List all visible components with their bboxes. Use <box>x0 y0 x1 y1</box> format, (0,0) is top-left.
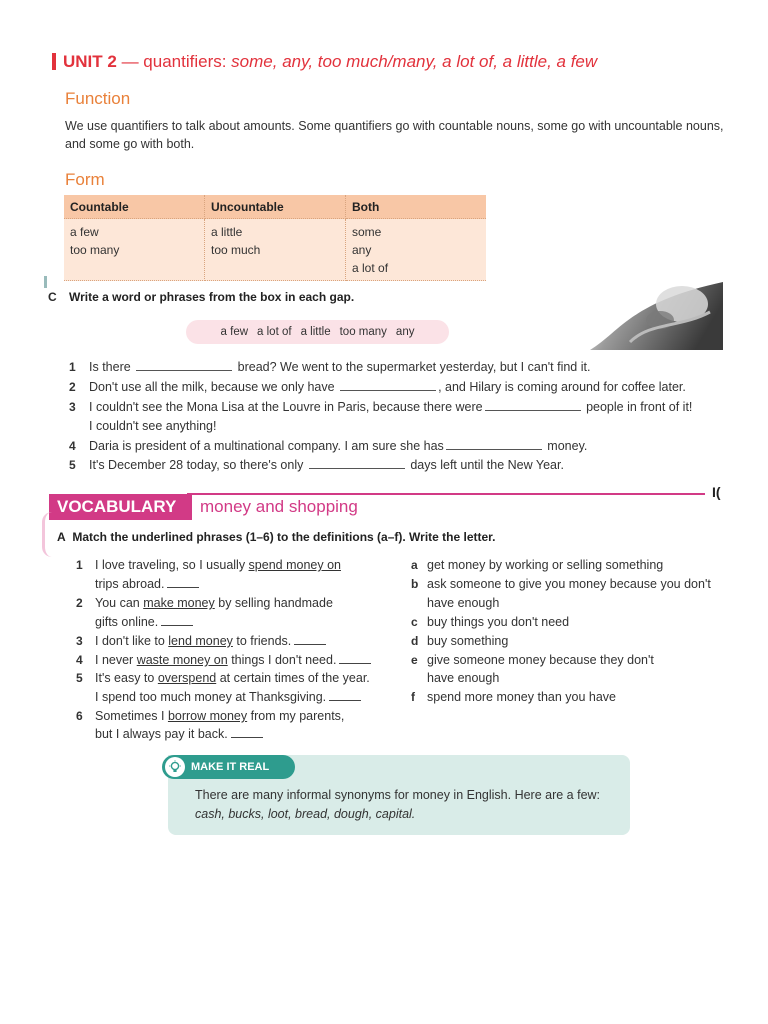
phrase-line <box>95 651 371 669</box>
form-header-row <box>64 195 486 219</box>
form-word: a lot of <box>352 261 389 275</box>
underlined-phrase: overspend <box>157 671 217 685</box>
answer-blank[interactable] <box>294 635 326 645</box>
phrase-text: It's easy to <box>95 671 158 685</box>
definition-text: give someone money because they don't <box>427 653 654 667</box>
underlined-phrase: spend money on <box>248 558 341 572</box>
phrase-text: I love traveling, so I usually <box>95 558 249 572</box>
sentence-part: Daria is president of a multinational company. I am sure she has <box>89 439 444 453</box>
underlined-phrase: waste money on <box>136 653 228 667</box>
form-word: too much <box>211 243 261 257</box>
section-edge-mark <box>44 276 47 288</box>
form-word: any <box>352 243 372 257</box>
definition-letter: a <box>411 558 418 572</box>
item-number: 1 <box>76 558 83 572</box>
answer-blank[interactable] <box>161 616 193 626</box>
cut-logo: I( <box>712 484 721 500</box>
vocabulary-subtitle: money and shopping <box>200 497 358 516</box>
sentence-part: , and Hilary is coming around for coffee later. <box>438 380 686 394</box>
form-word: some <box>352 225 382 239</box>
make-it-real-synonyms: cash, bucks, loot, bread, dough, capital. <box>195 807 416 821</box>
gap-sentence <box>89 398 692 416</box>
phrase-line <box>95 725 263 743</box>
decorative-photo <box>590 282 723 350</box>
gap-sentence <box>89 456 564 474</box>
definition-text: buy something <box>427 634 509 648</box>
both-cell <box>346 219 487 281</box>
definition-text: have enough <box>427 596 500 610</box>
definition-text: buy things you don't need <box>427 615 570 629</box>
unit-marker <box>52 53 56 70</box>
underlined-phrase: make money <box>143 596 215 610</box>
form-table <box>64 195 486 281</box>
item-number: 1 <box>69 360 76 374</box>
box-word: a few <box>220 326 249 338</box>
definition-text: have enough <box>427 671 500 685</box>
make-it-real-text <box>195 786 600 824</box>
vocabulary-rule <box>187 493 705 495</box>
item-number: 2 <box>76 596 83 610</box>
answer-gap[interactable] <box>340 380 436 391</box>
phrase-line <box>95 632 326 650</box>
function-heading: Function <box>65 89 131 108</box>
box-word: a lot of <box>257 326 292 338</box>
phrase-line <box>95 613 193 631</box>
item-number: 3 <box>76 634 83 648</box>
box-word: any <box>395 326 415 338</box>
gap-sentence <box>89 358 590 376</box>
exercise-a-text: Match the underlined phrases (1–6) to the definitions (a–f). Write the letter. <box>72 530 496 544</box>
exercise-c-letter: C <box>48 290 57 304</box>
form-body-row <box>64 219 486 281</box>
item-number: 4 <box>76 653 83 667</box>
form-word: too many <box>70 243 120 257</box>
underlined-phrase: borrow money <box>167 709 248 723</box>
definition-letter: e <box>411 653 418 667</box>
item-number: 3 <box>69 400 76 414</box>
gap-sentence <box>89 437 587 455</box>
unit-topic: some, any, too much/many, a lot of, a little, a few <box>231 52 598 71</box>
col-both-header: Both <box>346 195 487 219</box>
phrase-text: I spend too much money at Thanksgiving. <box>95 690 327 704</box>
sentence-part: It's December 28 today, so there's only <box>89 458 304 472</box>
make-it-real-line: There are many informal synonyms for money in English. Here are a few: <box>195 788 601 802</box>
exercise-a-letter: A <box>57 530 66 544</box>
uncountable-cell <box>205 219 346 281</box>
sentence-part: Don't use all the milk, because we only have <box>89 380 335 394</box>
answer-gap[interactable] <box>136 360 232 371</box>
phrase-text: but I always pay it back. <box>95 727 228 741</box>
item-number: 2 <box>69 380 76 394</box>
answer-blank[interactable] <box>339 654 371 664</box>
sentence-part: money. <box>547 439 588 453</box>
item-number: 4 <box>69 439 76 453</box>
item-number: 5 <box>76 671 83 685</box>
answer-blank[interactable] <box>329 691 361 701</box>
form-heading: Form <box>65 170 105 189</box>
definition-letter: f <box>411 690 415 704</box>
phrase-text: You can <box>95 596 144 610</box>
box-word: a little <box>300 326 331 338</box>
definition-letter: d <box>411 634 419 648</box>
phrase-text: Sometimes I <box>95 709 168 723</box>
phrase-line <box>95 575 199 593</box>
phrase-text: trips abroad. <box>95 577 165 591</box>
gap-sentence <box>89 378 686 396</box>
definition-letter: b <box>411 577 419 591</box>
unit-dash: — quantifiers: <box>116 52 232 71</box>
phrase-line <box>95 594 333 612</box>
phrase-text: at certain times of the year. <box>216 671 370 685</box>
underlined-phrase: lend money <box>168 634 233 648</box>
sentence-part: Is there <box>89 360 131 374</box>
answer-blank[interactable] <box>231 728 263 738</box>
answer-gap[interactable] <box>446 439 542 450</box>
definition-text: ask someone to give you money because you don't <box>427 577 711 591</box>
exercise-c-instruction: Write a word or phrases from the box in each gap. <box>69 290 355 304</box>
phrase-text: from my parents, <box>247 709 345 723</box>
word-box <box>186 320 449 344</box>
phrase-line <box>95 556 341 574</box>
col-countable-header: Countable <box>64 195 205 219</box>
phrase-text: by selling handmade <box>214 596 333 610</box>
phrase-line <box>95 707 344 725</box>
vocabulary-label: VOCABULARY <box>49 494 192 520</box>
phrase-text: to friends. <box>232 634 292 648</box>
definition-text: get money by working or selling something <box>427 558 664 572</box>
make-it-real-tab <box>162 755 295 779</box>
box-word: too many <box>339 326 387 338</box>
phrase-text: things I don't need. <box>227 653 337 667</box>
unit-title <box>63 52 597 72</box>
exercise-a-instruction <box>57 530 496 544</box>
make-it-real-label: MAKE IT REAL <box>191 761 270 773</box>
item-number: 6 <box>76 709 83 723</box>
answer-blank[interactable] <box>167 578 199 588</box>
definition-text: spend more money than you have <box>427 690 617 704</box>
sentence-part: days left until the New Year. <box>410 458 564 472</box>
item-number: 5 <box>69 458 76 472</box>
phrase-text: gifts online. <box>95 615 159 629</box>
answer-gap[interactable] <box>485 400 581 411</box>
phrase-line <box>95 688 361 706</box>
phrase-text: I never <box>95 653 137 667</box>
form-word: a little <box>211 225 243 239</box>
definition-letter: c <box>411 615 418 629</box>
answer-gap[interactable] <box>309 458 405 469</box>
sentence-part: bread? We went to the supermarket yesterday, but I can't find it. <box>237 360 591 374</box>
lightbulb-icon <box>165 757 185 777</box>
gap-sentence-continued: I couldn't see anything! <box>89 419 217 433</box>
sentence-part: I couldn't see the Mona Lisa at the Louvre in Paris, because there were <box>89 400 483 414</box>
function-text: We use quantifiers to talk about amounts. Some quantifiers go with countable nouns, some go with uncountable nouns, and some go with both. <box>65 119 724 151</box>
sentence-part: people in front of it! <box>586 400 693 414</box>
col-uncountable-header: Uncountable <box>205 195 346 219</box>
phrase-text: I don't like to <box>95 634 169 648</box>
countable-cell <box>64 219 205 281</box>
form-word: a few <box>70 225 99 239</box>
phrase-line <box>95 669 370 687</box>
unit-label: UNIT 2 <box>63 52 117 71</box>
